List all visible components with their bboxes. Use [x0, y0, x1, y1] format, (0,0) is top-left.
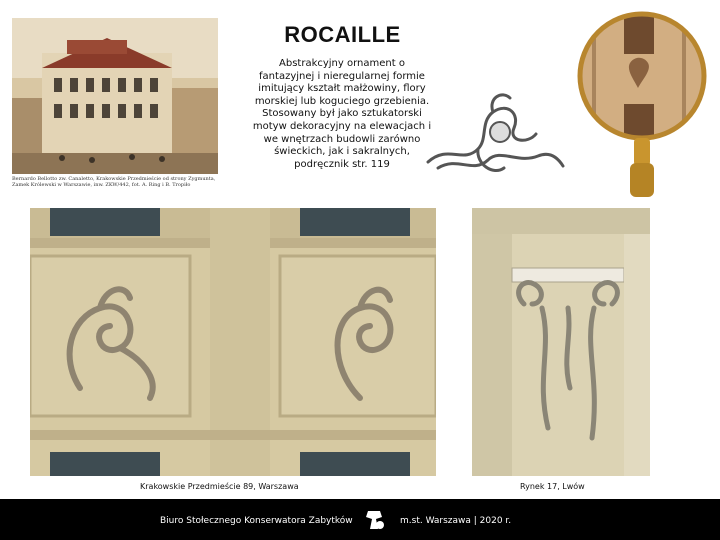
slide-title: ROCAILLE	[284, 22, 401, 47]
canaletto-painting	[12, 18, 218, 174]
footer-right-text: m.st. Warszawa | 2020 r.	[400, 516, 512, 526]
slide-description: Abstrakcyjny ornament o fantazyjnej i nieregularnej formie imitujący kształt małżowiny, flory morskiej lub koguciego grzebienia. Stosowany był jako sztukatorski motyw dekoracyjny na elewacjach i we wnętrzach budowli zarówno świeckich, jak i sakralnych, podręcznik str. 119	[252, 58, 432, 170]
footer-logo-icon	[360, 505, 390, 535]
facade-photo-lviv	[472, 208, 650, 476]
footer-left-text: Biuro Stołecznego Konserwatora Zabytków	[160, 516, 353, 526]
painting-caption: Bernardo Bellotto zw. Canaletto, Krakowskie Przedmieście od strony Zygmunta, Zamek Królewski w Warszawie, inw. ZKW/442, fot. A. Ring i B. Tropiło	[12, 176, 216, 188]
facade-photo-warsaw	[30, 208, 436, 476]
caption-right-photo: Rynek 17, Lwów	[520, 482, 585, 491]
rocaille-ornament-drawing	[418, 84, 568, 184]
caption-left-photo: Krakowskie Przedmieście 89, Warszawa	[140, 482, 299, 491]
magnifier-detail-image	[572, 8, 712, 204]
